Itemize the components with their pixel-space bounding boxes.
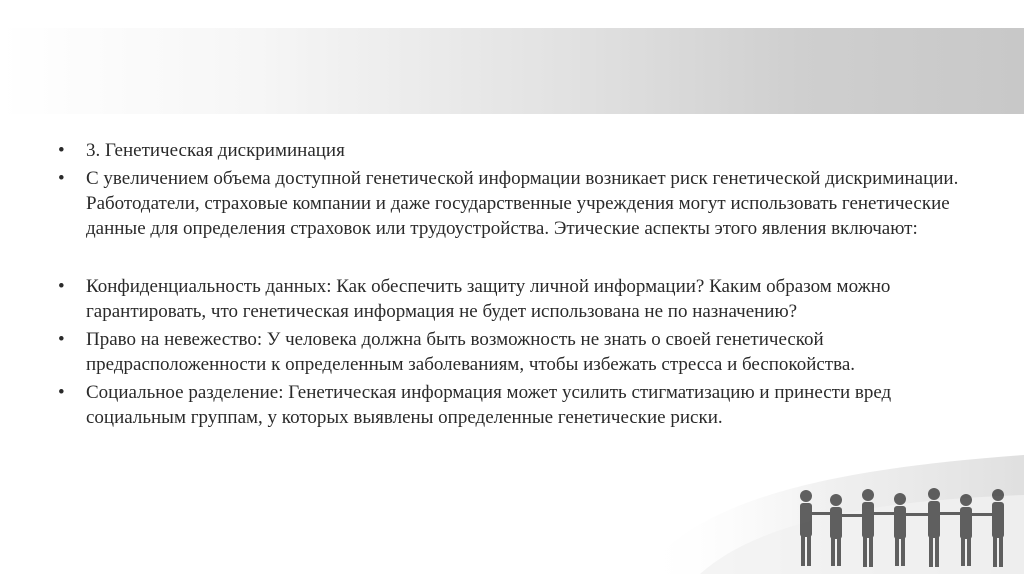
bullet-dot: • bbox=[58, 329, 65, 350]
bullet-item bbox=[58, 380, 978, 430]
slide-content bbox=[58, 138, 978, 433]
bullet-text: Конфиденциальность данных: Как обеспечить защиту личной информации? Каким образом можно гарантировать, что генетическая информация не будет использована не по назначению? bbox=[86, 276, 891, 322]
bullet-dot: • bbox=[58, 140, 65, 161]
bullet-text: Социальное разделение: Генетическая информация может усилить стигматизацию и принести вред социальным группам, у которых выявлены определенные генетические риски. bbox=[86, 382, 892, 428]
bullet-item bbox=[58, 166, 978, 241]
bullet-dot: • bbox=[58, 382, 65, 403]
bullet-text: С увеличением объема доступной генетической информации возникает риск генетической дискриминации. Работодатели, страховые компании и даже государственные учреждения могут использовать генетические данные для определения страховок или трудоустройства. Этические аспекты этого явления включают: bbox=[86, 168, 959, 239]
bullet-dot: • bbox=[58, 276, 65, 297]
bullet-item bbox=[58, 327, 978, 377]
bullet-item bbox=[58, 274, 978, 324]
bullet-dot: • bbox=[58, 168, 65, 189]
bullet-text: 3. Генетическая дискриминация bbox=[86, 140, 345, 161]
bullet-item bbox=[58, 138, 978, 163]
bullet-text: Право на невежество: У человека должна быть возможность не знать о своей генетической предрасположенности к определенным заболеваниям, чтобы избежать стресса и беспокойства. bbox=[86, 329, 855, 375]
